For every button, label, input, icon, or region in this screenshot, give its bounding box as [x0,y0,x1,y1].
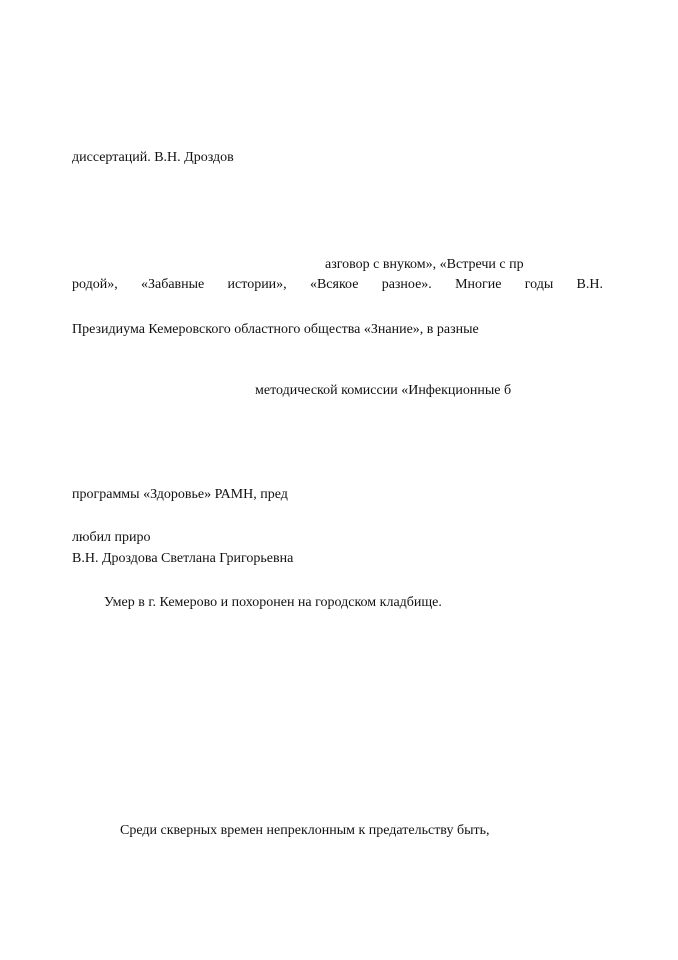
text-line-loved-nature: любил приро [72,530,151,545]
text-line-conversation-with-grandson: азговор с внуком», «Встречи с пр [325,257,524,272]
text-line-died-kemerovo: Умер в г. Кемерово и похоронен на городском кладбище. [104,595,442,610]
text-line-methodical-commission: методической комиссии «Инфекционные б [255,383,512,398]
text-line-verse-first-line: Среди скверных времен непреклонным к предательству быть, [120,823,490,838]
text-line-dissertations: диссертаций. В.Н. Дроздов [72,150,234,165]
text-line-wife-name: В.Н. Дроздова Светлана Григорьевна [72,551,294,566]
text-line-funny-stories: родой», «Забавные истории», «Всякое разное». Многие годы В.Н. [72,277,603,292]
text-line-health-program: программы «Здоровье» РАМН, пред [72,487,288,502]
text-line-presidium-znanie: Президиума Кемеровского областного общества «Знание», в разные [72,322,479,337]
